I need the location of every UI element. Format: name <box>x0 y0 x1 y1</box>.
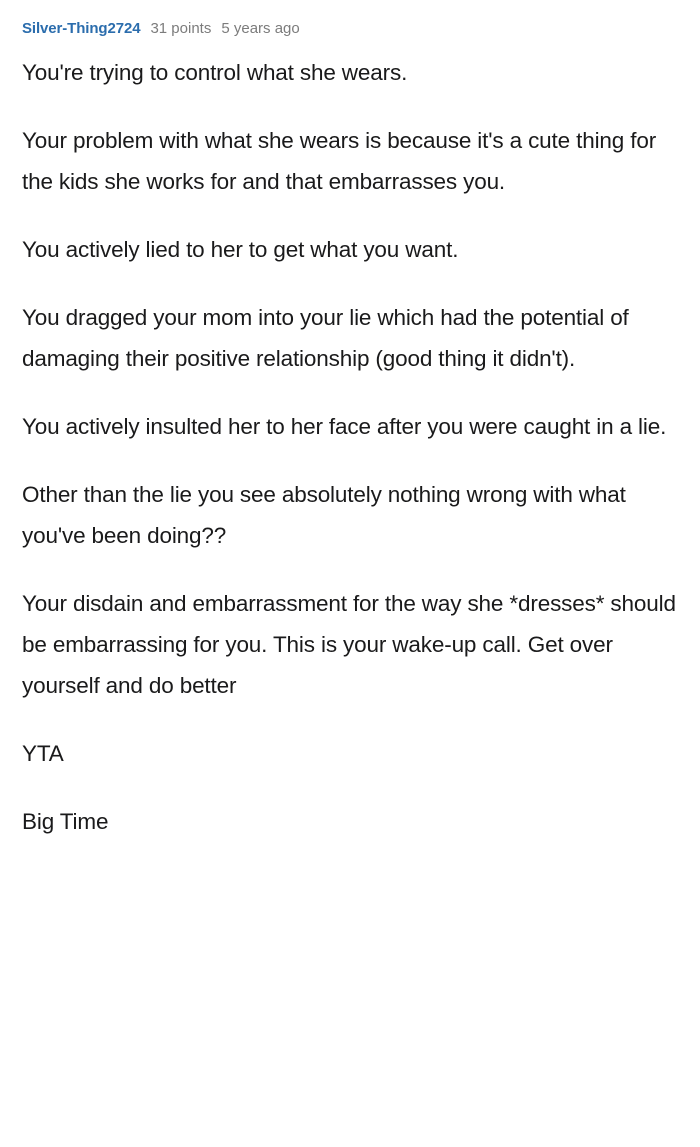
comment-paragraph: Other than the lie you see absolutely nothing wrong with what you've been doing?? <box>22 482 626 548</box>
comment-header <box>22 20 678 38</box>
comment-paragraph: You actively lied to her to get what you want. <box>22 237 459 262</box>
comment-paragraph: YTA <box>22 741 64 766</box>
comment-points: 31 points <box>150 20 212 37</box>
comment-paragraph: You're trying to control what she wears. <box>22 60 408 85</box>
comment-paragraph: Your problem with what she wears is because it's a cute thing for the kids she works for and that embarrasses you. <box>22 128 657 194</box>
comment-author[interactable]: Silver-Thing2724 <box>22 20 141 37</box>
comment-paragraph: Your disdain and embarrassment for the way she *dresses* should be embarrassing for you. This is your wake-up call. Get over yourself and do better <box>22 591 676 698</box>
comment-timestamp: 5 years ago <box>221 20 300 37</box>
comment-body <box>22 52 678 842</box>
comment-paragraph: You actively insulted her to her face after you were caught in a lie. <box>22 414 667 439</box>
comment-paragraph: Big Time <box>22 809 109 834</box>
comment-paragraph: You dragged your mom into your lie which had the potential of damaging their positive relationship (good thing it didn't). <box>22 305 629 371</box>
